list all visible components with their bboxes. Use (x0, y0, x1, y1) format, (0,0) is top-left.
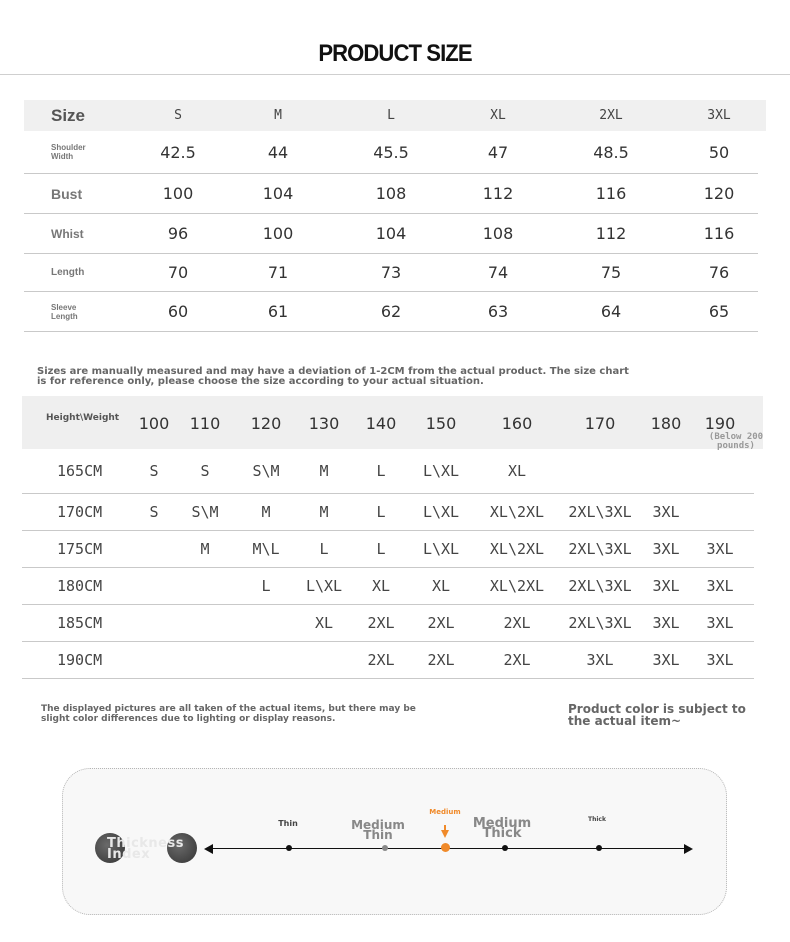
table-cell: 74 (487, 263, 509, 282)
height-label: 175CM (57, 540, 103, 558)
table-cell: 2XL\3XL (568, 503, 632, 521)
row-label: Whist (51, 226, 84, 241)
table-cell: XL (431, 577, 451, 595)
table-row (24, 131, 758, 174)
height-label: 170CM (57, 503, 103, 521)
table-cell: L\XL (422, 540, 460, 558)
table-cell: 3XL (706, 540, 734, 558)
table-cell: 100 (162, 184, 194, 203)
height-label: 190CM (57, 651, 103, 669)
table-cell: M (319, 462, 329, 480)
level-marker-selected (441, 843, 450, 852)
table-cell: XL (314, 614, 334, 632)
hw-table-header (22, 396, 763, 449)
table-cell: L\XL (422, 462, 460, 480)
table-cell: 64 (600, 302, 622, 321)
table-cell (299, 642, 349, 678)
table-cell: 116 (595, 184, 627, 203)
level-label: Medium Thick (472, 816, 532, 841)
level-marker (382, 845, 388, 851)
table-cell: 3XL (652, 540, 680, 558)
height-label: 180CM (57, 577, 103, 595)
table-cell: L (261, 577, 271, 595)
table-cell: 96 (167, 224, 189, 243)
table-cell: L\XL (305, 577, 343, 595)
table-cell: 2XL (367, 614, 395, 632)
table-cell: 108 (482, 224, 514, 243)
table-cell: 120 (703, 184, 735, 203)
table-cell: 2XL (503, 651, 531, 669)
table-cell: 3XL (706, 651, 734, 669)
table-cell (646, 449, 686, 493)
size-col-header: S (174, 108, 182, 123)
table-cell: 3XL (586, 651, 614, 669)
table-cell: 70 (167, 263, 189, 282)
table-cell: 3XL (706, 577, 734, 595)
table-cell: XL (371, 577, 391, 595)
weight-col-header: 190 (704, 414, 736, 433)
table-cell: 3XL (652, 503, 680, 521)
size-table (24, 100, 766, 332)
table-cell (134, 605, 174, 641)
row-label: Shoulder Width (51, 143, 86, 161)
table-row (22, 642, 754, 679)
table-cell (134, 531, 174, 567)
table-cell: 100 (262, 224, 294, 243)
table-cell: 2XL (503, 614, 531, 632)
table-row (24, 214, 758, 254)
table-cell: S\M (191, 503, 219, 521)
weight-col-header: 170 (584, 414, 616, 433)
table-row (24, 254, 758, 292)
table-cell: 42.5 (160, 142, 196, 162)
level-label-selected: Medium (429, 808, 461, 816)
table-cell: L (376, 462, 386, 480)
row-label: Sleeve Length (51, 302, 78, 321)
page-title: PRODUCT SIZE (318, 40, 472, 67)
level-label: Thick (588, 816, 606, 823)
weight-col-header: 160 (501, 414, 533, 433)
table-cell: S (149, 462, 159, 480)
weight-col-header: 150 (425, 414, 457, 433)
level-marker (502, 845, 508, 851)
table-cell (241, 605, 291, 641)
table-cell (560, 449, 640, 493)
table-row (24, 174, 758, 214)
table-cell: L (376, 503, 386, 521)
size-table-header (24, 100, 766, 131)
table-cell: 50 (708, 142, 730, 162)
down-arrow-icon (441, 830, 449, 838)
table-cell: 3XL (706, 614, 734, 632)
hw-header-label: Height\Weight (46, 413, 120, 423)
table-cell: 60 (167, 302, 189, 321)
size-col-header: 2XL (599, 108, 623, 123)
weight-col-header: 100 (138, 414, 170, 433)
table-cell: 2XL (367, 651, 395, 669)
table-cell: 47 (487, 142, 509, 162)
level-marker (596, 845, 602, 851)
table-cell: 116 (703, 224, 735, 243)
table-row (22, 531, 754, 568)
table-cell: 65 (708, 302, 730, 321)
level-marker (286, 845, 292, 851)
table-cell: 108 (375, 184, 407, 203)
table-cell (134, 642, 174, 678)
table-row (24, 292, 758, 332)
table-cell (241, 642, 291, 678)
table-cell: 71 (267, 263, 289, 282)
table-cell: 104 (262, 184, 294, 203)
size-col-header: XL (490, 108, 506, 123)
table-cell: 63 (487, 302, 509, 321)
weight-col-header: 180 (650, 414, 682, 433)
table-cell: XL\2XL (489, 503, 545, 521)
size-header-label: Size (51, 105, 86, 125)
table-cell: XL (507, 462, 527, 480)
table-cell: 62 (380, 302, 402, 321)
table-cell: 3XL (652, 577, 680, 595)
table-cell: XL\2XL (489, 540, 545, 558)
table-cell (185, 642, 225, 678)
table-cell: 2XL\3XL (568, 540, 632, 558)
row-label: Bust (51, 185, 83, 202)
table-cell: 48.5 (593, 142, 629, 162)
table-cell: 61 (267, 302, 289, 321)
table-cell: 104 (375, 224, 407, 243)
weight-col-header: 130 (308, 414, 340, 433)
table-cell: 112 (595, 224, 627, 243)
size-col-header: M (274, 108, 282, 123)
size-col-header: L (387, 108, 395, 123)
table-cell: S (149, 503, 159, 521)
table-cell (134, 568, 174, 604)
table-cell: 44 (267, 142, 289, 162)
table-cell: M (319, 503, 329, 521)
table-cell: S (200, 462, 210, 480)
table-cell: 45.5 (373, 142, 409, 162)
table-cell: 3XL (652, 651, 680, 669)
table-cell: XL\2XL (489, 577, 545, 595)
table-cell: 3XL (652, 614, 680, 632)
table-cell: 73 (380, 263, 402, 282)
table-cell: M (200, 540, 210, 558)
table-row (22, 605, 754, 642)
level-label: Medium Thin (351, 818, 405, 842)
size-col-header: 3XL (707, 108, 731, 123)
height-label: 185CM (57, 614, 103, 632)
level-label: Thin (278, 819, 298, 828)
photo-note: The displayed pictures are all taken of the actual items, but there may be slight color differences due to lighting or display reasons. (41, 704, 416, 724)
table-cell: 2XL\3XL (568, 614, 632, 632)
weight-col-header: 120 (250, 414, 282, 433)
table-cell (185, 568, 225, 604)
table-cell: S\M (252, 462, 280, 480)
table-cell (700, 494, 740, 530)
table-cell: M\L (252, 540, 280, 558)
table-cell: 2XL (427, 651, 455, 669)
table-cell: M (261, 503, 271, 521)
table-cell: 76 (708, 263, 730, 282)
table-cell (700, 449, 740, 493)
arrow-left-icon (204, 844, 213, 854)
weight-col-header: 110 (189, 414, 221, 433)
height-label: 165CM (57, 462, 103, 480)
table-row (22, 449, 754, 494)
table-cell: 2XL (427, 614, 455, 632)
title-divider (0, 74, 790, 75)
table-row (22, 568, 754, 605)
thickness-index-label: Thickness Index (107, 836, 184, 862)
table-cell: L (319, 540, 329, 558)
row-label: Length (51, 267, 85, 278)
weight-col-header: 140 (365, 414, 397, 433)
table-cell (185, 605, 225, 641)
table-cell: 112 (482, 184, 514, 203)
table-row (22, 494, 754, 531)
table-cell: 75 (600, 263, 622, 282)
measurement-note: Sizes are manually measured and may have a deviation of 1-2CM from the actual product. The size chart is for reference only, please choose the size according to your actual situation. (37, 366, 629, 387)
height-weight-table (22, 396, 763, 679)
table-cell: 2XL\3XL (568, 577, 632, 595)
weight-note: (Below 200 pounds) (708, 432, 764, 451)
table-cell: L\XL (422, 503, 460, 521)
table-cell: L (376, 540, 386, 558)
arrow-right-icon (684, 844, 693, 854)
color-note: Product color is subject to the actual item~ (568, 702, 746, 728)
